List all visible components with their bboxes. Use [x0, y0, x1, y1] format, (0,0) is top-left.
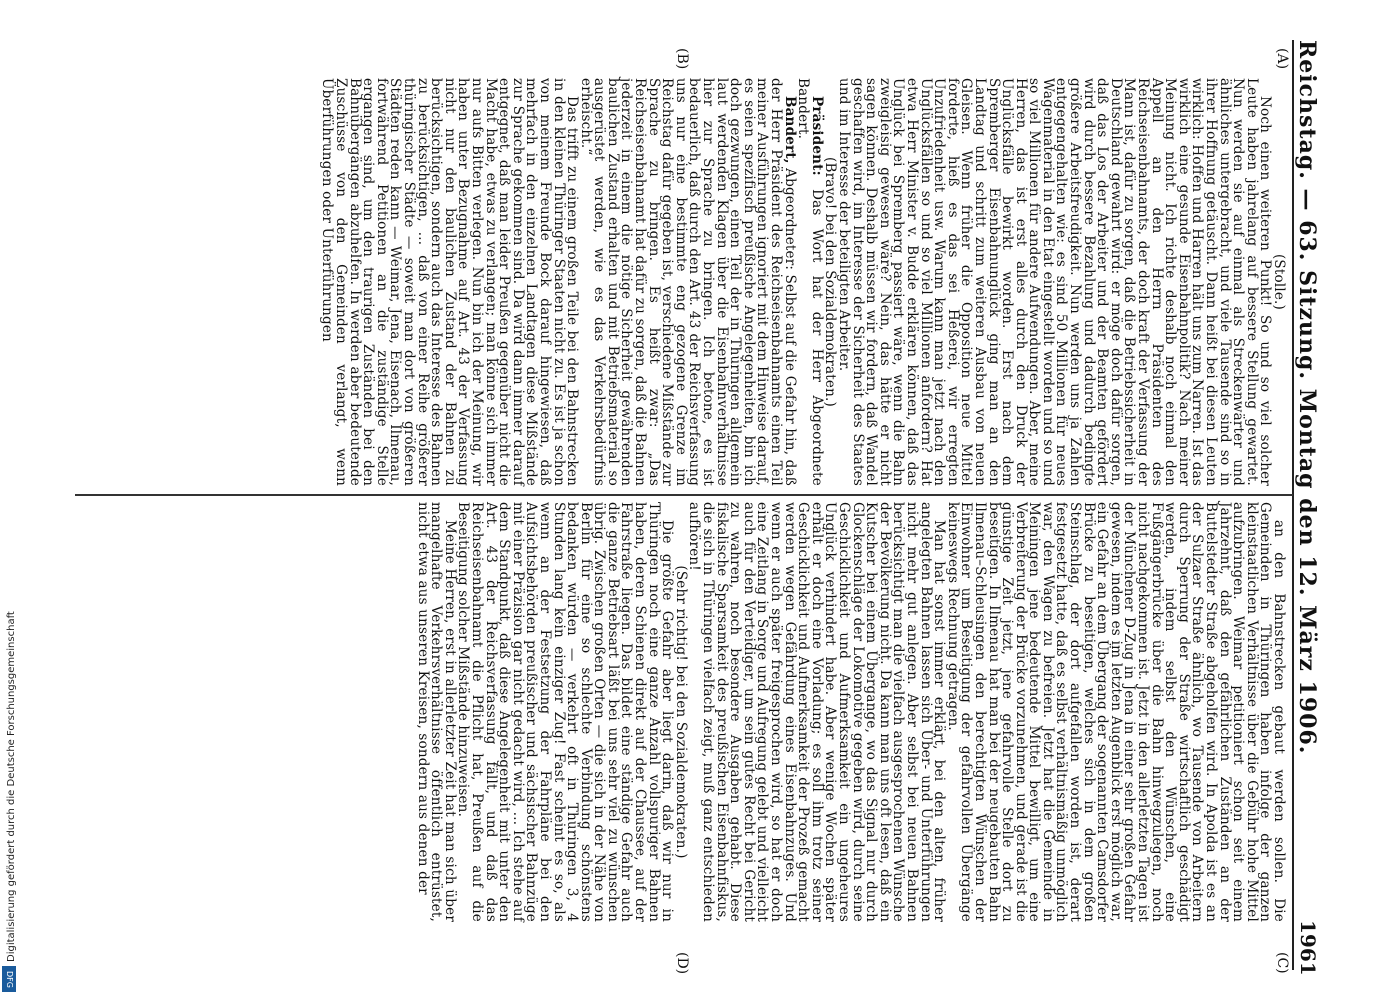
paragraph: Die größte Gefahr aber liegt darin, daß wir nur in Thüringen noch eine ganze Anzahl vollspuriger Bahnen haben, deren Schienen direkt auf der Chaussee, auf der Fahrstraße liegen. Das bildet eine ständige Gefahr auch die ganze Betriebsart läßt bei uns sehr viel zu wünschen übrig. Zwischen großen Orten — die sich in der Nähe von Berlin für eine so schlechte Verbindung schönstens bedanken würden — verkehrt oft in Thüringen 3, 4 Stunden lang kein einziger Zug! Fast scheint es so, als wenn an der Festsetzung der Fahrpläne bei den Aufsichtsbehörden preußischer und sächsischer Bahnzüge mit einer Präzision gar nicht gedacht wird, ... Ich stehe auf dem Standpunkt, daß diese Angelegenheit mit unter den Art. 43 der Reichsverfassung fällt, und daß das Reichseisenbahnamt die Pflicht hat, Preußen auf die Beseitigung solcher Mißstände hinzuweisen. [455, 502, 676, 922]
speaker-bandert: Bandert, [781, 96, 798, 164]
dfg-logo: DFG [2, 966, 16, 992]
paragraph-bandert [578, 78, 796, 486]
page-header-title: Reichstag. — 63. Sitzung. Montag den 12. März 1906. [1294, 40, 1320, 755]
paragraph: Meine Herren, erst in allerletzter Zeit hat man sich über mangelhafte Verkehrsverhältnisse öffentlich entrüstet, nicht etwa aus unseren Kreisen, sondern aus denen der [414, 502, 458, 922]
paragraph: Noch einen weiteren Punkt! So und so viel solcher Leute haben jahrelang auf bessere Stellung gewartet. Nun werden sie auf einmal als Streckenwärter und ähnliches untergebracht, und viele Tausende sind so in ihrer Hoffnung getäuscht. Dann heißt bei diesen Leuten wirklich: Hoffen und Harren hält uns zum Narren. Ist das wirklich eine gesunde Eisenbahnpolitik? Nach meiner Meinung nicht. Ich richte deshalb noch einmal den Appell an den Herrn Präsidenten des Reichseisenbahnamts, der doch kraft der Verfassung der Mann ist, dafür zu sorgen, daß die Betriebssicherheit in Deutschland gewahrt wird: er möge doch dafür sorgen, daß das Los der Arbeiter und der Beamten gefördert wird durch bessere Bezahlung und dadurch bedingte größere Arbeitsfreudigkeit. Nun werden uns ja Zahlen entgegengehalten wie: es sind 50 Millionen für neues Wagenmaterial in den Etat eingestellt worden und so und so viel Millionen für andere Aufwendungen. Aber, meine Herren, das ist erst alles durch den Druck der Unglücksfälle bewirkt worden. Erst nach dem Spremberger Eisenbahnunglück ging man an den Landtag und schritt zum weiteren Ausbau von neuen Gleisen. Wenn früher die Opposition neue Mittel forderte, hieß es das sei Heßerei, wir erregten Unzufriedenheit usw. Warum kann man jetzt nach den Unglücksfällen so und so viel Millionen anfordern? Hat etwa Herr Minister v. Budde erklären können, daß das Unglück bei Spremberg passiert wäre, wenn die Bahn zweigleisig gewesen wäre? Nein, das hätte er nicht sagen können. Deshalb müssen wir fordern, daß Wandel geschaffen wird, im Interesse der Sicherheit des Staates und im Interesse der beteiligten Arbeiter. [836, 78, 1274, 486]
paragraph-president [796, 78, 823, 486]
text-column-left [85, 78, 1285, 486]
interjection: (Sehr richtig! bei den Sozialdemokraten.) [672, 565, 689, 859]
digitization-credit: Digitalisierung gefördert durch die Deutsche Forschungsgemeinschaft [6, 611, 17, 962]
paragraph: Man hat sonst immer erklärt, bei den alten, früher angelegten Bahnen lassen sich Über- und Unterführungen nicht mehr gut anlegen. Aber selbst bei neuen Bahnen berücksichtigt man die vielfach ausgesprochenen Wünsche der Bevölkerung nicht. Da kann man uns oft lesen, daß ein Kutscher bei einem Übergange, wo das Signal nur durch Glockenschläge der Lokomotive gegeben wird, durch seine Geschicklichkeit und Aufmerksamkeit ein ungeheures Unglück verhindert habe. Aber wenige Wochen später erhält er doch eine Vorladung; es soll ihm trotz seiner Geschicklichkeit und Aufmerksamkeit der Prozeß gemacht werden wegen Gefährdung eines Eisenbahnzuges. Und wenn er auch später freigesprochen wird, so hat er doch eine Zeitlang in Sorge und Aufregung gelebt und vielleicht auch für den Verteidiger, um sein gutes Recht bei Gericht zu wahren, noch besondere Ausgaben gehabt. Diese fiskalische Sparsamkeit des preußischen Eisenbahnfiskus, die sich in Thüringen vielfach zeigt, muß ganz entschieden aufhören! [686, 502, 948, 922]
speaker-context: (Stolle.) [1271, 253, 1287, 311]
margin-letter-d: (D) [674, 952, 690, 975]
speaker-president: Präsident: [808, 96, 825, 176]
margin-letter-b: (B) [674, 48, 690, 70]
president-text: Das Wort hat der Herr Abgeordnete Bandert. [795, 78, 825, 486]
text-column-right [85, 502, 1285, 922]
page-number: 1961 [1296, 920, 1320, 976]
margin-letter-c: (C) [1274, 952, 1290, 974]
margin-letter-a: (A) [1274, 48, 1290, 70]
interjection: (Bravo! bei den Sozialdemokraten.) [822, 157, 839, 407]
column-divider [75, 494, 1293, 496]
bandert-text: Abgeordneter: Selbst auf die Gefahr hin, daß der Herr Präsident des Reichseisenbahnamts einen Teil meiner Ausführungen ignoriert mit dem Hinweise darauf, es seien spezifisch preußische Angelegenheiten, bin ich doch gezwungen, einen Teil der in Thüringen allgemein laut werdenden Klagen über die Eisenbahnverhältnisse hier zur Sprache zu bringen. Ich betone, es ist bedauerlich, daß durch den Art. 43 der Reichsverfassung uns nur eine bestimmte eng gezogene Grenze im Reichstag dafür gegeben ist, verschiedene Mißstände zur Sprache zu bringen. Es heißt zwar: „Das Reichseisenbahnamt hat dafür zu sorgen, daß die Bahnen jederzeit in einem die nötige Sicherheit gewährenden baulichen Zustand erhalten und mit Betriebsmaterial so ausgerüstet werden, wie es das Verkehrsbedürfnis erheischt.“ [577, 78, 798, 486]
paragraph: Das trifft zu einem großen Teile bei den Bahnstrecken in den kleinen Thüringer Staaten nicht zu. Es ist ja schon von meinem Freunde Bock darauf hingewiesen, daß mehrfach in den einzelnen Landtagen diese Mißstände zur Sprache gekommen sind. Da wird dann immer darauf entgegnet, daß man leider Preußen gegenüber nicht die Macht habe, etwas zu verlangen; man könne sich immer nur aufs Bitten verlegen. Nun bin ich der Meinung, wir haben unter Bezugnahme auf Art. 43 der Verfassung nicht nur den baulichen Zustand der Bahnen zu berücksichtigen, sondern auch das Interesse des Bahnen zu berücksichtigen, ... daß von einer Reihe größerer thüringischer Städte — soweit man dort von größeren Städten reden kann — Weimar, Jena, Eisenach, Ilmenau, fortwährend Petitionen an die zuständige Stelle ergangen sind, um den traurigen Zuständen bei den Bahnübergängen abzuhelfen. In werden aber bedeutende Zuschüsse von den Gemeinden verlangt, wenn Überführungen oder Unterführungen [319, 78, 581, 486]
paragraph: an den Bahnstrecken gebaut werden sollen. Die Gemeinden in Thüringen haben infolge der ganzen kleinstaatlichen Verhältnisse über die Gebühr hohe Mittel aufzubringen. Weimar petitioniert schon seit einem Jahrzehnt, daß den gefährlichen Zuständen an der Buttelstedter Straße abgeholfen wird. In Apolda ist es an der Sulzaer Straße ähnlich, wo Tausende von Arbeitern durch Sperrung der Straße wirtschaftlich geschädigt werden, indem selbst den Wünschen, eine Fußgängerbrücke über die Bahn hinwegzulegen, noch nicht nachgekommen ist. Jetzt in den allerletzten Tagen ist der Münchener D-Zug in Jena in einer sehr großen Gefahr gewesen, indem es im letzten Augenblick erst möglich war, ein Gefahr an dem Übergang der sogenannten Camsdorfer Brücke zu beseitigen, welches sich in dem großen Steinschlag, der dort aufgefallen worden ist, derart festgesetzt hatte, daß es selbst verhältnismäßig unmöglich war, den Wagen zu befreien. Jetzt hat die Gemeinde in Meiningen jene bedeutende Mittel bewilligt, um eine Verbreiterung der Brücke vorzunehmen, und gerade ist die günstige Zeit jetzt, jene gefahrvolle Stelle dort zu beseitigen. In Ilmenau hat man bei der neugebauten Bahn Ilmenau–Schleusingen den berechtigten Wünschen der Einwohner um Beseitigung der gefahrvollen Übergänge keineswegs Rechnung getragen. [944, 502, 1287, 922]
